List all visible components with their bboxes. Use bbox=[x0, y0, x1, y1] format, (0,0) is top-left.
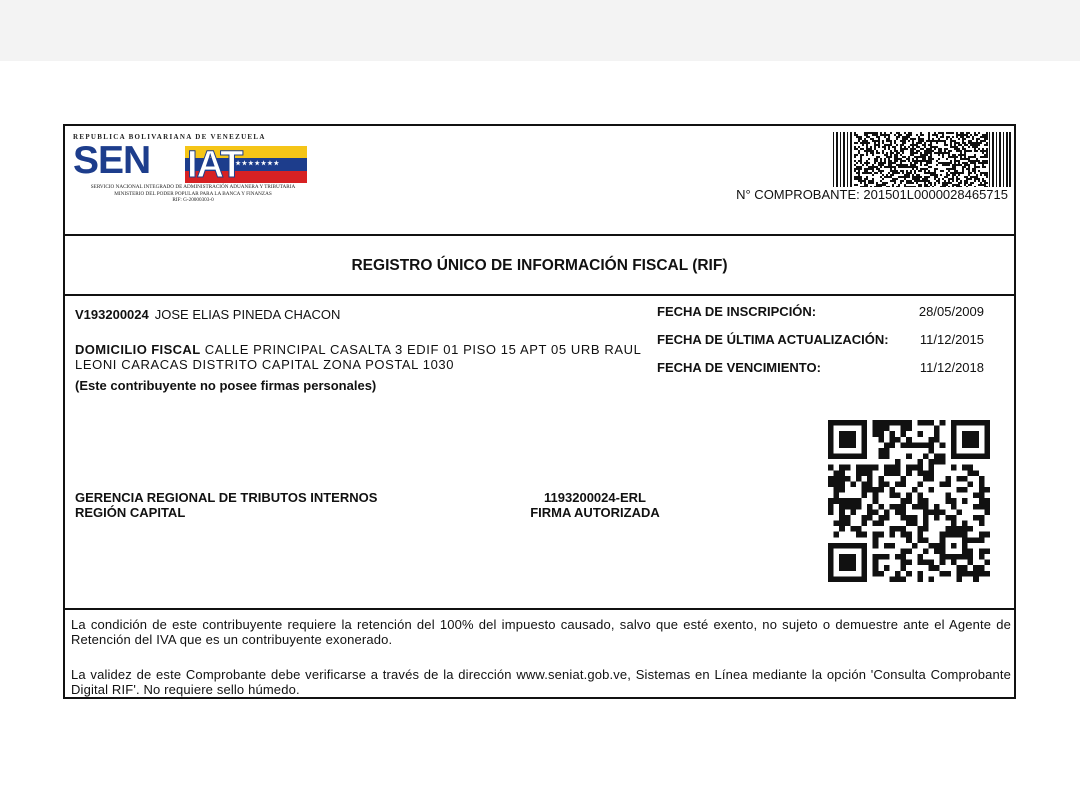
fecha-vencimiento-value: 11/12/2018 bbox=[919, 360, 984, 375]
firma-autorizada bbox=[510, 490, 680, 520]
firma-label: FIRMA AUTORIZADA bbox=[530, 505, 660, 520]
logo-wordmark: SEN bbox=[73, 139, 151, 182]
domicilio-fiscal: DOMICILIO FISCAL CALLE PRINCIPAL CASALTA 3 EDIF 01 PISO 15 APT 05 URB RAUL LEONI CARACAS DISTRITO CAPITAL ZONA POSTAL 1030 bbox=[75, 342, 641, 372]
seniat-logo bbox=[73, 131, 313, 206]
validity-note: La validez de este Comprobante debe verificarse a través de la dirección www.seniat.gob.ve, Sistemas en Línea mediante la opción 'Consulta Comprobante Digital RIF'. No requiere sello húmedo. bbox=[71, 667, 1011, 697]
fecha-vencimiento-label: FECHA DE VENCIMIENTO: bbox=[657, 360, 821, 375]
divider bbox=[65, 294, 1014, 296]
divider bbox=[65, 608, 1014, 610]
fecha-inscripcion-label: FECHA DE INSCRIPCIÓN: bbox=[657, 304, 817, 319]
comprobante-number: N° COMPROBANTE: 201501L0000028465715 bbox=[736, 187, 1008, 202]
barcode-image bbox=[833, 132, 1011, 187]
taxpayer-line bbox=[75, 307, 340, 322]
firma-code: 1193200024-ERL bbox=[544, 490, 646, 505]
top-bar bbox=[0, 0, 1080, 61]
logo-flag: ★★★★★★★★ IAT bbox=[185, 146, 307, 183]
retention-note: La condición de este contribuyente requiere la retención del 100% del impuesto causado, salvo que esté exento, no sujeto o demuestre ante el Agente de Retención del IVA que es un contribuyente exonerado. bbox=[71, 617, 1011, 647]
fecha-inscripcion-value: 28/05/2009 bbox=[918, 304, 984, 319]
logo-subtitle: SERVICIO NACIONAL INTEGRADO DE ADMINISTRACIÓN ADUANERA Y TRIBUTARIA MINISTERIO DEL PODER POPULAR PARA LA BANCA Y FINANZAS RIF: G-20000303-0 bbox=[90, 184, 296, 203]
fecha-actualizacion-label: FECHA DE ÚLTIMA ACTUALIZACIÓN: bbox=[657, 332, 889, 347]
taxpayer-rif: V193200024 bbox=[75, 307, 149, 322]
qr-code-image bbox=[828, 420, 990, 582]
document-title: REGISTRO ÚNICO DE INFORMACIÓN FISCAL (RIF) bbox=[351, 257, 728, 274]
logo-republic-text: REPUBLICA BOLIVARIANA DE VENEZUELA bbox=[73, 133, 266, 141]
rif-certificate bbox=[63, 124, 1016, 699]
taxpayer-name: JOSE ELIAS PINEDA CHACON bbox=[154, 307, 341, 322]
firmas-note: (Este contribuyente no posee firmas personales) bbox=[75, 378, 377, 393]
fecha-actualizacion-value: 11/12/2015 bbox=[919, 332, 984, 347]
gerencia-regional: GERENCIA REGIONAL DE TRIBUTOS INTERNOS REGIÓN CAPITAL bbox=[75, 490, 378, 520]
